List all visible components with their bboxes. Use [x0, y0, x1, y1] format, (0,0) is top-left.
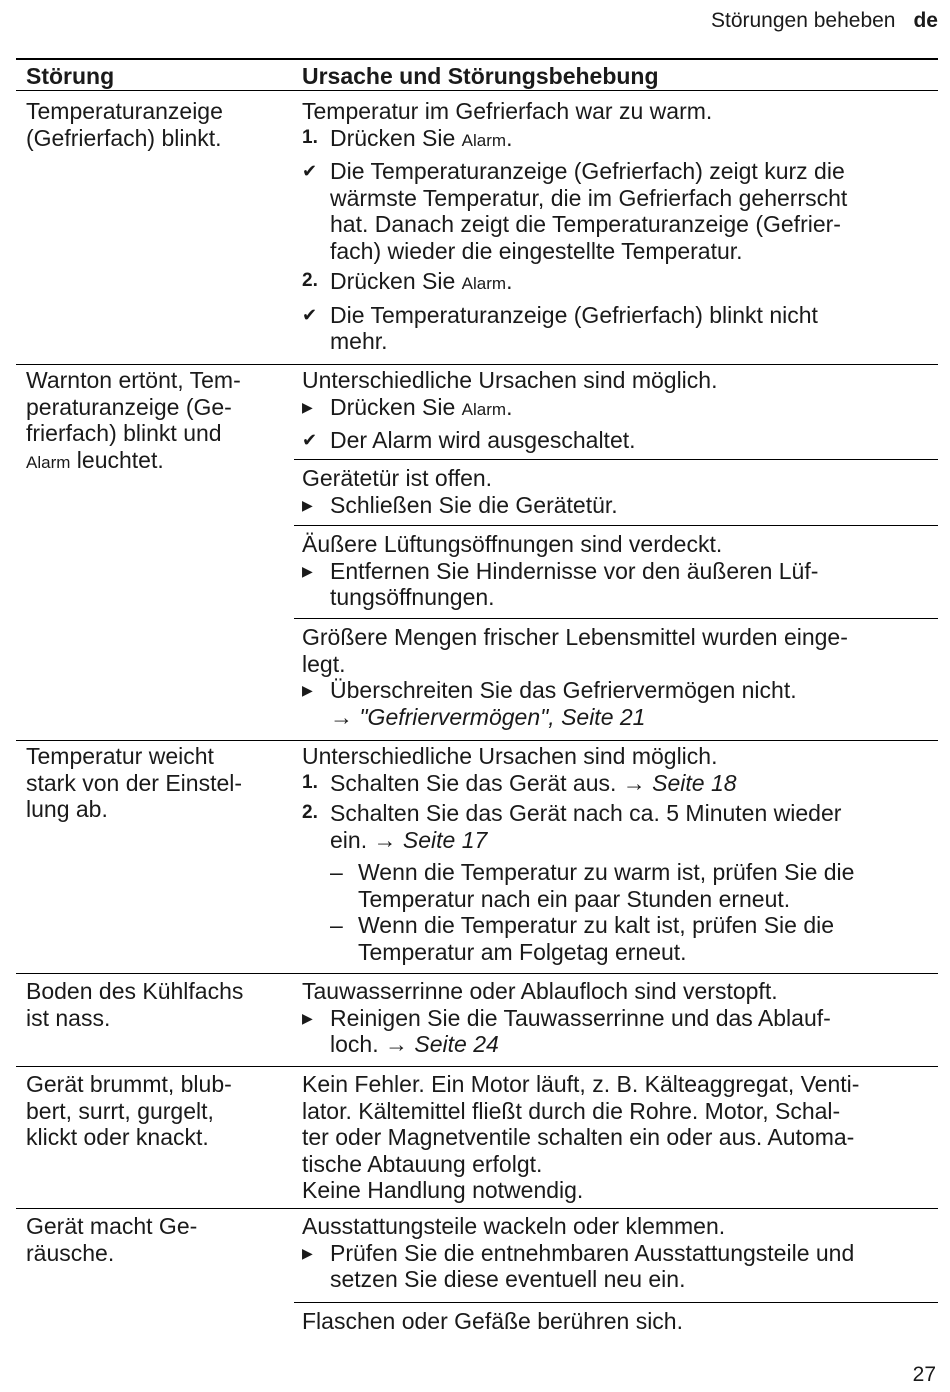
check-icon: ✔ [302, 161, 318, 181]
cause-cell [294, 98, 938, 355]
page-reference[interactable]: Seite 17 [402, 826, 488, 853]
column-header-fault: Störung [26, 63, 115, 89]
page-reference[interactable]: Seite 24 [414, 1031, 499, 1057]
triangle-bullet-icon: ▶ [302, 496, 313, 513]
sub-item: – Wenn die Temperatur zu kalt ist, prüfen Sie die Temperatur am Folgetag erneut. [330, 912, 835, 965]
column-header-cause: Ursache und Störungsbehebung [302, 63, 659, 89]
action-item: ▶ Prüfen Sie die entnehmbaren Ausstattungsteile und setzen Sie diese eventuell neu ein. [302, 1239, 855, 1292]
table-header [16, 60, 938, 91]
action-item: ▶ Schließen Sie die Gerätetür. [302, 491, 618, 518]
result-item: ✔ Die Temperaturanzeige (Gefrierfach) blinkt nicht mehr. [302, 301, 818, 354]
fault-cell: Warnton ertönt, Tem- peraturanzeige (Ge- frierfach) blinkt und Alarm leuchtet. [26, 367, 241, 473]
action-item: ▶ Entfernen Sie Hindernisse vor den äußeren Lüf- tungsöffnungen. [302, 557, 819, 610]
table-row [16, 973, 938, 1057]
result-item: ✔ Die Temperaturanzeige (Gefrierfach) zeigt kurz die wärmste Temperatur, die im Gefrierfach geherrscht hat. Danach zeigt die Temperaturanzeige (Gefrier- fach) wieder die eingestellte Temperatur. [302, 158, 848, 264]
cause-cell: Größere Mengen frischer Lebensmittel wurden einge- legt. ▶ Überschreiten Sie das Gefriervermögen nicht. → "Gefriervermögen", Seite 21 [294, 618, 938, 730]
triangle-bullet-icon: ▶ [302, 398, 313, 415]
check-icon: ✔ [302, 430, 318, 450]
fault-cell: Gerät brummt, blub- bert, surrt, gurgelt, klickt oder knackt. [26, 1071, 232, 1150]
section-title: Störungen beheben [710, 9, 896, 32]
arrow-right-icon: → [373, 826, 403, 853]
key-label: Alarm [26, 452, 71, 472]
cause-cell: Tauwasserrinne oder Ablaufloch sind verstopft. ▶ Reinigen Sie die Tauwasserrinne und das Ablauf- loch. → Seite 24 [294, 978, 938, 1058]
triangle-bullet-icon: ▶ [302, 1244, 313, 1261]
fault-cell: Temperatur weicht stark von der Einstel- lung ab. [26, 743, 243, 822]
action-item: ▶ Überschreiten Sie das Gefriervermögen nicht. → "Gefriervermögen", Seite 21 [302, 677, 797, 730]
key-label: Alarm [461, 399, 507, 419]
numbered-step: 2. Drücken Sie Alarm. [302, 268, 513, 294]
result-item: ✔ Der Alarm wird ausgeschaltet. [302, 427, 636, 453]
page-reference[interactable]: Seite 18 [652, 769, 737, 796]
triangle-bullet-icon: ▶ [302, 682, 313, 698]
fault-cell: Temperaturanzeige (Gefrierfach) blinkt. [26, 98, 223, 151]
dash-bullet: – [330, 859, 343, 885]
table-row [16, 1066, 938, 1203]
arrow-right-icon: → [622, 769, 653, 796]
dash-bullet: – [330, 912, 343, 938]
table-row [16, 364, 938, 730]
cause-cell: Gerätetür ist offen. ▶ Schließen Sie die Gerätetür. [294, 459, 938, 518]
cause-cell: Unterschiedliche Ursachen sind möglich. 1. Schalten Sie das Gerät aus. → Seite 18 2. Schalten Sie das Gerät nach ca. 5 Minuten wieder ein. → Seite 17 – Wenn die Temperatur zu warm ist, prüfen Sie die Temperatur nach ein paar Stunden erneut. – Wenn die Temperatur zu kalt ist, prüfen Sie die Temperatur am Folgetag erneut. [294, 743, 938, 965]
check-icon: ✔ [302, 304, 318, 325]
page-number: 27 [912, 1363, 936, 1386]
numbered-step: 2. Schalten Sie das Gerät nach ca. 5 Minuten wieder ein. → Seite 17 [302, 800, 842, 853]
action-item: ▶ Drücken Sie Alarm. [302, 393, 513, 420]
numbered-step: 1. Schalten Sie das Gerät aus. → Seite 18 [302, 769, 737, 796]
language-code: de [913, 9, 938, 32]
page-reference[interactable]: "Gefriervermögen", Seite 21 [359, 703, 646, 730]
cause-cell: Unterschiedliche Ursachen sind möglich. ▶ Drücken Sie Alarm. ✔ Der Alarm wird ausgeschaltet. [294, 367, 938, 454]
key-label: Alarm [461, 130, 507, 150]
cause-cell: Äußere Lüftungsöffnungen sind verdeckt. ▶ Entfernen Sie Hindernisse vor den äußeren Lüf- tungsöffnungen. [294, 525, 938, 611]
cause-cell: Flaschen oder Gefäße berühren sich. [294, 1302, 938, 1335]
fault-cell: Boden des Kühlfachs ist nass. [26, 978, 244, 1031]
table-row [16, 740, 938, 965]
cause-cell: Kein Fehler. Ein Motor läuft, z. B. Kälteaggregat, Venti- lator. Kältemittel fließt durch die Rohre. Motor, Schal- ter oder Magnetventile schalten ein oder aus. Automa- tische Abtauung erfolgt. Keine Handlung notwendig. [302, 1071, 860, 1203]
arrow-right-icon: → [384, 1031, 415, 1057]
cause-cell: Ausstattungsteile wackeln oder klemmen. ▶ Prüfen Sie die entnehmbaren Ausstattungsteile und setzen Sie diese eventuell neu ein. [294, 1213, 938, 1293]
triangle-bullet-icon: ▶ [302, 562, 313, 579]
triangle-bullet-icon: ▶ [302, 1009, 313, 1026]
table-row [16, 1208, 938, 1334]
fault-cell: Gerät macht Ge- räusche. [26, 1213, 198, 1266]
cause-text: Temperatur im Gefrierfach war zu warm. [302, 98, 713, 124]
key-label: Alarm [461, 274, 507, 293]
arrow-right-icon: → [330, 703, 360, 730]
running-header [711, 9, 938, 33]
sub-item: – Wenn die Temperatur zu warm ist, prüfen Sie die Temperatur nach ein paar Stunden erneut. [330, 859, 855, 912]
numbered-step: 1. Drücken Sie Alarm. [302, 124, 513, 151]
action-item: ▶ Reinigen Sie die Tauwasserrinne und das Ablauf- loch. → Seite 24 [302, 1004, 831, 1057]
